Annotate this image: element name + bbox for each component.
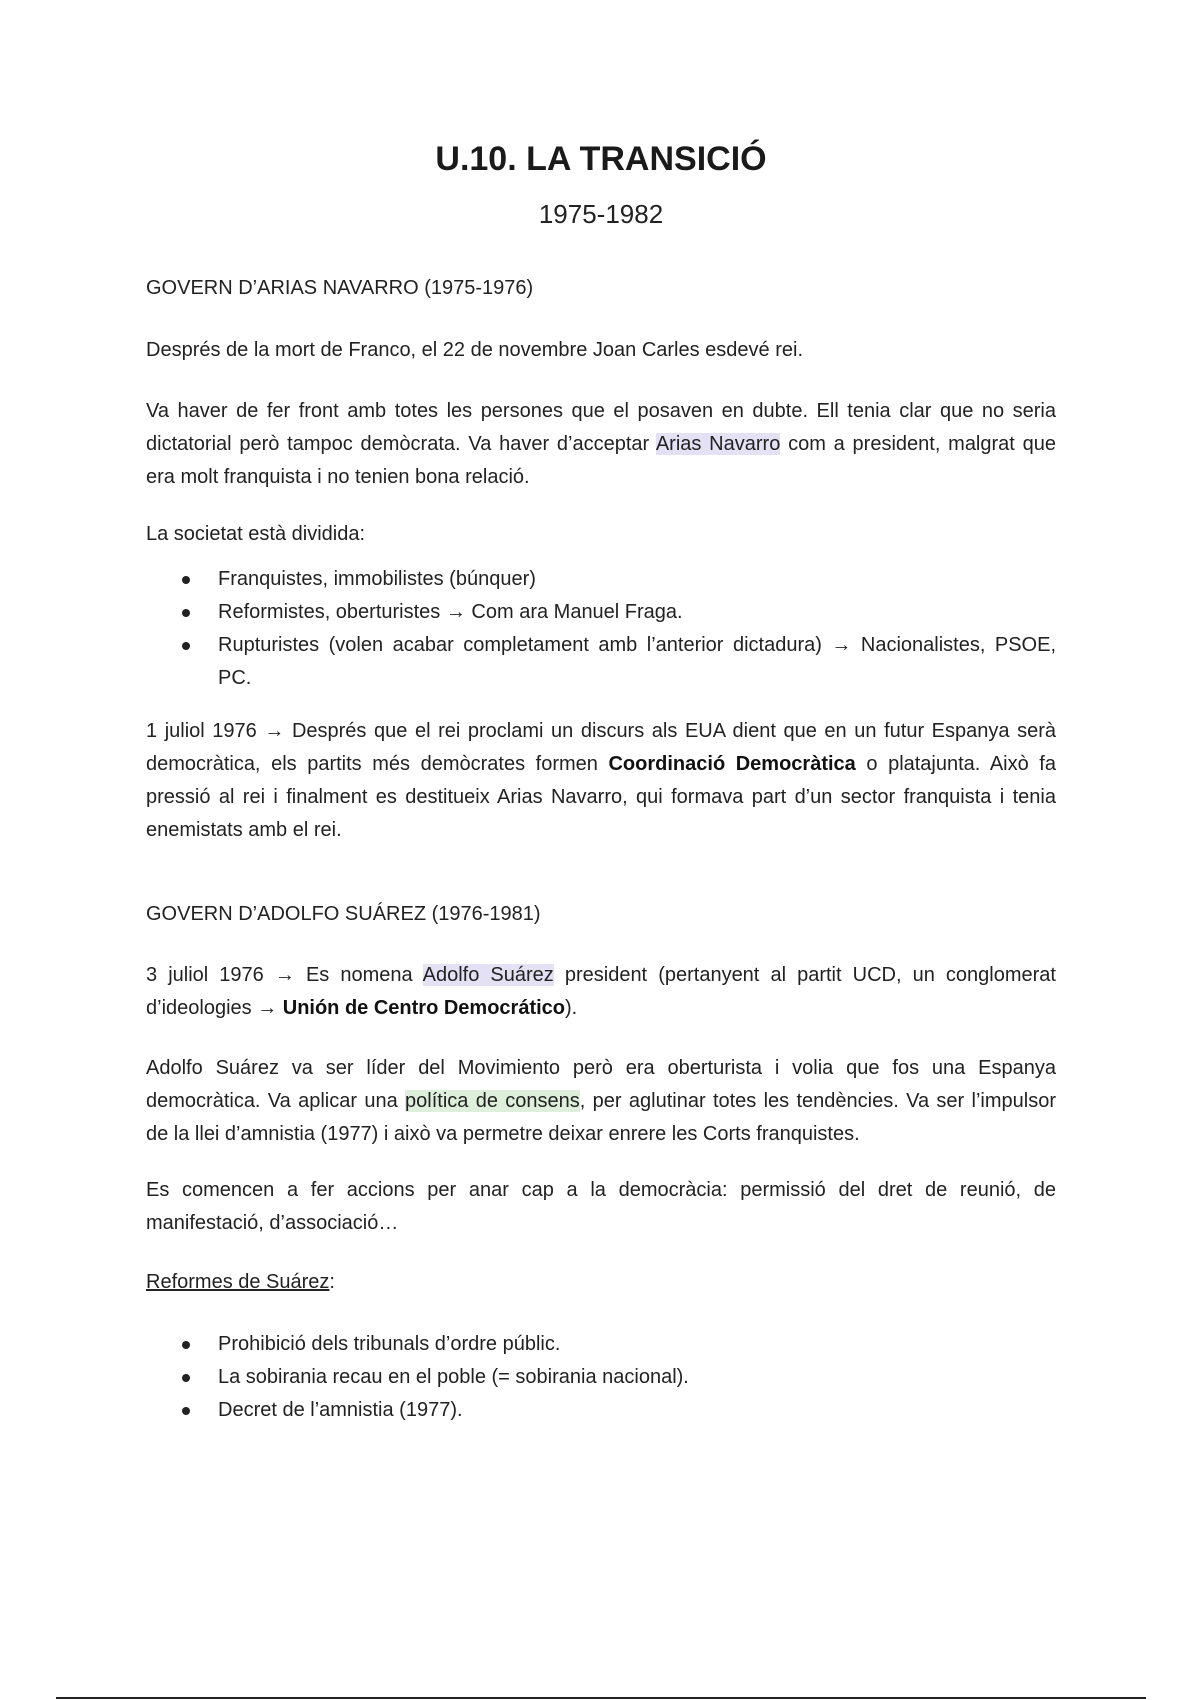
paragraph-text: , per aglutinar totes les tendències. Va ser l’impulsor de la llei d’amnistia (1977) i això va permetre deixar enrere les Corts franquistes.: [146, 1090, 1056, 1145]
paragraph-text: o platajunta. Això fa pressió al rei i finalment es destitueix Arias Navarro, qui formava part d’un sector franquista i tenia enemistats amb el rei.: [146, 753, 1056, 841]
paragraph-suarez-policy: [146, 1052, 1056, 1151]
paragraph-democracy-actions: Es comencen a fer accions per anar cap a la democràcia: permissió del dret de reunió, de manifestació, d’associació…: [146, 1179, 1056, 1234]
reforms-label-line: [146, 1266, 1056, 1299]
bold-coordinacio-democratica: Coordinació Democràtica: [608, 753, 856, 775]
society-list: [146, 563, 1056, 695]
list-item: [146, 1328, 1056, 1361]
highlight-politica-consens: política de consens: [405, 1090, 580, 1112]
paragraph-joan-carles: [146, 395, 1056, 494]
paragraph-coordinacio-democratica: [146, 715, 1056, 847]
bullet-icon: [182, 609, 190, 617]
paragraph-text: 3 juliol 1976 → Es nomena: [146, 964, 423, 986]
bullet-icon: [182, 1341, 190, 1349]
list-item-text: Rupturistes (volen acabar completament amb l’anterior dictadura) → Nacionalistes, PSOE, PC.: [218, 634, 1056, 689]
list-item: [146, 596, 1056, 629]
reforms-colon: :: [329, 1271, 335, 1293]
paragraph-society-divided: La societat està dividida:: [146, 523, 366, 545]
paragraph-franco-death: Després de la mort de Franco, el 22 de novembre Joan Carles esdevé rei.: [146, 339, 804, 361]
list-item: [146, 629, 1056, 695]
list-item-text: La sobirania recau en el poble (= sobirania nacional).: [218, 1366, 689, 1388]
bullet-icon: [182, 576, 190, 584]
highlight-adolfo-suarez: Adolfo Suárez: [422, 964, 554, 986]
bold-ucd: Unión de Centro Democrático: [282, 997, 566, 1019]
reforms-label: Reformes de Suárez: [146, 1271, 330, 1293]
reforms-list: [146, 1328, 1056, 1427]
paragraph-text: Adolfo Suárez va ser líder del Movimiento però era oberturista i volia que fos una Espanya democràtica. Va aplicar una: [146, 1057, 1056, 1112]
page-bottom-divider: [56, 1697, 1146, 1699]
list-item: [146, 1394, 1056, 1427]
paragraph-text: 1 juliol 1976 → Després que el rei proclami un discurs als EUA dient que en un futur Espanya serà democràtica, els partits més demòcrates formen: [146, 720, 1056, 775]
paragraph-text: Va haver de fer front amb totes les persones que el posaven en dubte. Ell tenia clar que no seria dictatorial però tampoc demòcrata. Va haver d’acceptar: [146, 400, 1056, 455]
paragraph-text: com a president, malgrat que era molt franquista i no tenien bona relació.: [146, 433, 1056, 488]
list-item: [146, 563, 1056, 596]
list-item-text: Prohibició dels tribunals d’ordre públic.: [218, 1333, 561, 1355]
list-item: [146, 1361, 1056, 1394]
section-heading-arias-navarro: GOVERN D’ARIAS NAVARRO (1975-1976): [146, 277, 534, 299]
list-item-text: Reformistes, oberturistes → Com ara Manuel Fraga.: [218, 601, 683, 623]
list-item-text: Decret de l’amnistia (1977).: [218, 1399, 463, 1421]
paragraph-text: president (pertanyent al partit UCD, un conglomerat d’ideologies →: [146, 964, 1056, 1019]
highlight-arias-navarro: Arias Navarro: [655, 433, 781, 455]
bullet-icon: [182, 1407, 190, 1415]
list-item-text: Franquistes, immobilistes (búnquer): [218, 568, 536, 590]
bullet-icon: [182, 1374, 190, 1382]
section-heading-adolfo-suarez: GOVERN D’ADOLFO SUÁREZ (1976-1981): [146, 903, 541, 925]
paragraph-text: ).: [565, 997, 578, 1019]
paragraph-suarez-appointed: [146, 959, 1056, 1025]
page-subtitle: 1975-1982: [538, 199, 664, 229]
bullet-icon: [182, 642, 190, 650]
page-title: U.10. LA TRANSICIÓ: [435, 140, 767, 178]
